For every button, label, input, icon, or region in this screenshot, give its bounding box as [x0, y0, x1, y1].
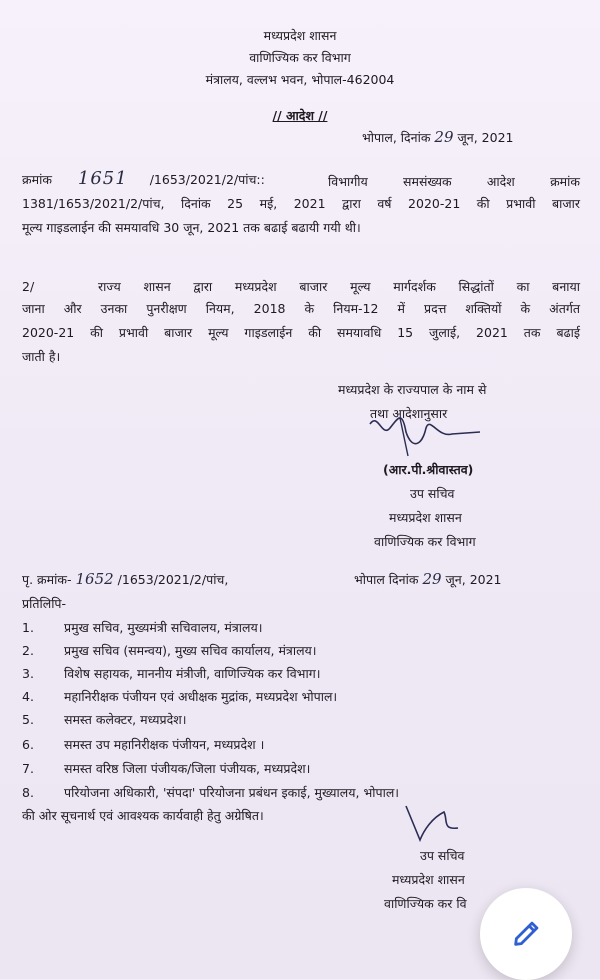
- paragraph1: [22, 192, 580, 240]
- list-item-text: समस्त वरिष्ठ जिला पंजीयक/जिला पंजीयक, मध्यप्रदेश।: [64, 761, 311, 776]
- paragraph1-line3: मूल्य गाइडलाईन की समयावधि 30 जून, 2021 तक बढाई बढायी गयी थी।: [22, 220, 361, 235]
- signature2-org2: वाणिज्यिक कर वि: [384, 896, 467, 911]
- list-item-number: 3.: [22, 666, 34, 681]
- list-item-number: 7.: [22, 761, 34, 776]
- endorsement-date-day: 29: [422, 570, 442, 588]
- list-item-number: 6.: [22, 737, 34, 752]
- signature1-org2: वाणिज्यिक कर विभाग: [374, 534, 476, 549]
- list-item-text: प्रमुख सचिव, मुख्यमंत्री सचिवालय, मंत्रालय।: [64, 620, 263, 635]
- signature1-designation: उप सचिव: [410, 486, 455, 501]
- order-date: [362, 129, 513, 146]
- list-item-text: प्रमुख सचिव (समन्वय), मुख्य सचिव कार्यालय, मंत्रालय।: [64, 643, 317, 658]
- list-item-text: परियोजना अधिकारी, 'संपदा' परियोजना प्रबंधन इकाई, मुख्यालय, भोपाल।: [64, 785, 400, 800]
- endorsement-number: [22, 571, 228, 588]
- paragraph2-number: 2/: [22, 279, 35, 294]
- order-number: [22, 168, 265, 189]
- pencil-icon: [510, 916, 544, 950]
- paragraph2-line2: जाना और उनका पुनरीक्षण नियम, 2018 के नियम-12 में प्रदत्त शक्तियों के अंतर्गत: [22, 301, 580, 316]
- date-suffix: जून, 2021: [457, 130, 514, 145]
- signature2-designation: उप सचिव: [420, 848, 465, 863]
- signature2-handwritten-mark: [398, 800, 478, 850]
- list-item-number: 5.: [22, 712, 34, 727]
- closing-line: की ओर सूचनार्थ एवं आवश्यक कार्यवाही हेतु अग्रेषित।: [22, 808, 264, 823]
- paragraph2-line1: राज्य शासन द्वारा मध्यप्रदेश बाजार मूल्य मार्गदर्शक सिद्धांतों का बनाया: [98, 279, 580, 294]
- order-number-rest: /1653/2021/2/पांच::: [149, 172, 265, 187]
- copy-label: प्रतिलिपि-: [22, 596, 67, 611]
- endorsement-date: [354, 571, 502, 588]
- list-item-number: 4.: [22, 689, 34, 704]
- paragraph2: [22, 297, 580, 369]
- endorsement-rest: /1653/2021/2/पांच,: [117, 572, 229, 587]
- paragraph2-line4: जाती है।: [22, 349, 61, 364]
- signature1-order-line: तथा आदेशानुसार: [370, 406, 448, 421]
- order-title: // आदेश //: [272, 108, 328, 123]
- endorsement-date-prefix: भोपाल दिनांक: [354, 572, 419, 587]
- signature1-org1: मध्यप्रदेश शासन: [389, 510, 462, 525]
- signature1-name: (आर.पी.श्रीवास्तव): [383, 462, 474, 477]
- list-item-text: महानिरीक्षक पंजीयन एवं अधीक्षक मुद्रांक, मध्यप्रदेश भोपाल।: [64, 689, 338, 704]
- signature1-handwritten-mark: [360, 398, 510, 462]
- endorsement-label: पृ. क्रमांक-: [22, 572, 72, 587]
- header-government: मध्यप्रदेश शासन: [263, 28, 337, 43]
- list-item-number: 2.: [22, 643, 34, 658]
- date-day-handwritten: 29: [434, 128, 454, 146]
- endorsement-date-suffix: जून, 2021: [445, 572, 502, 587]
- list-item-text: विशेष सहायक, माननीय मंत्रीजी, वाणिज्यिक कर विभाग।: [64, 666, 321, 681]
- signature2-org1: मध्यप्रदेश शासन: [392, 872, 465, 887]
- list-item-text: समस्त कलेक्टर, मध्यप्रदेश।: [64, 712, 187, 727]
- endorsement-handwritten: 1652: [75, 570, 114, 588]
- list-item-number: 8.: [22, 785, 34, 800]
- order-number-label: क्रमांक: [22, 172, 52, 187]
- signature1-authority: मध्यप्रदेश के राज्यपाल के नाम से: [338, 382, 487, 397]
- list-item-text: समस्त उप महानिरीक्षक पंजीयन, मध्यप्रदेश ।: [64, 737, 265, 752]
- header-address: मंत्रालय, वल्लभ भवन, भोपाल-462004: [205, 72, 395, 87]
- header-department: वाणिज्यिक कर विभाग: [249, 50, 351, 65]
- list-item-number: 1.: [22, 620, 34, 635]
- date-prefix: भोपाल, दिनांक: [362, 130, 431, 145]
- edit-button[interactable]: [480, 888, 572, 980]
- paragraph2-line3: 2020-21 की प्रभावी बाजार मूल्य गाइडलाईन की समयावधि 15 जुलाई, 2021 तक बढाई: [22, 325, 580, 340]
- order-number-handwritten: 1651: [77, 168, 128, 189]
- paragraph1-line2: 1381/1653/2021/2/पांच, दिनांक 25 मई, 2021 द्वारा वर्ष 2020-21 की प्रभावी बाजार: [22, 196, 580, 211]
- paragraph1-line1: विभागीय समसंख्यक आदेश क्रमांक: [328, 174, 580, 189]
